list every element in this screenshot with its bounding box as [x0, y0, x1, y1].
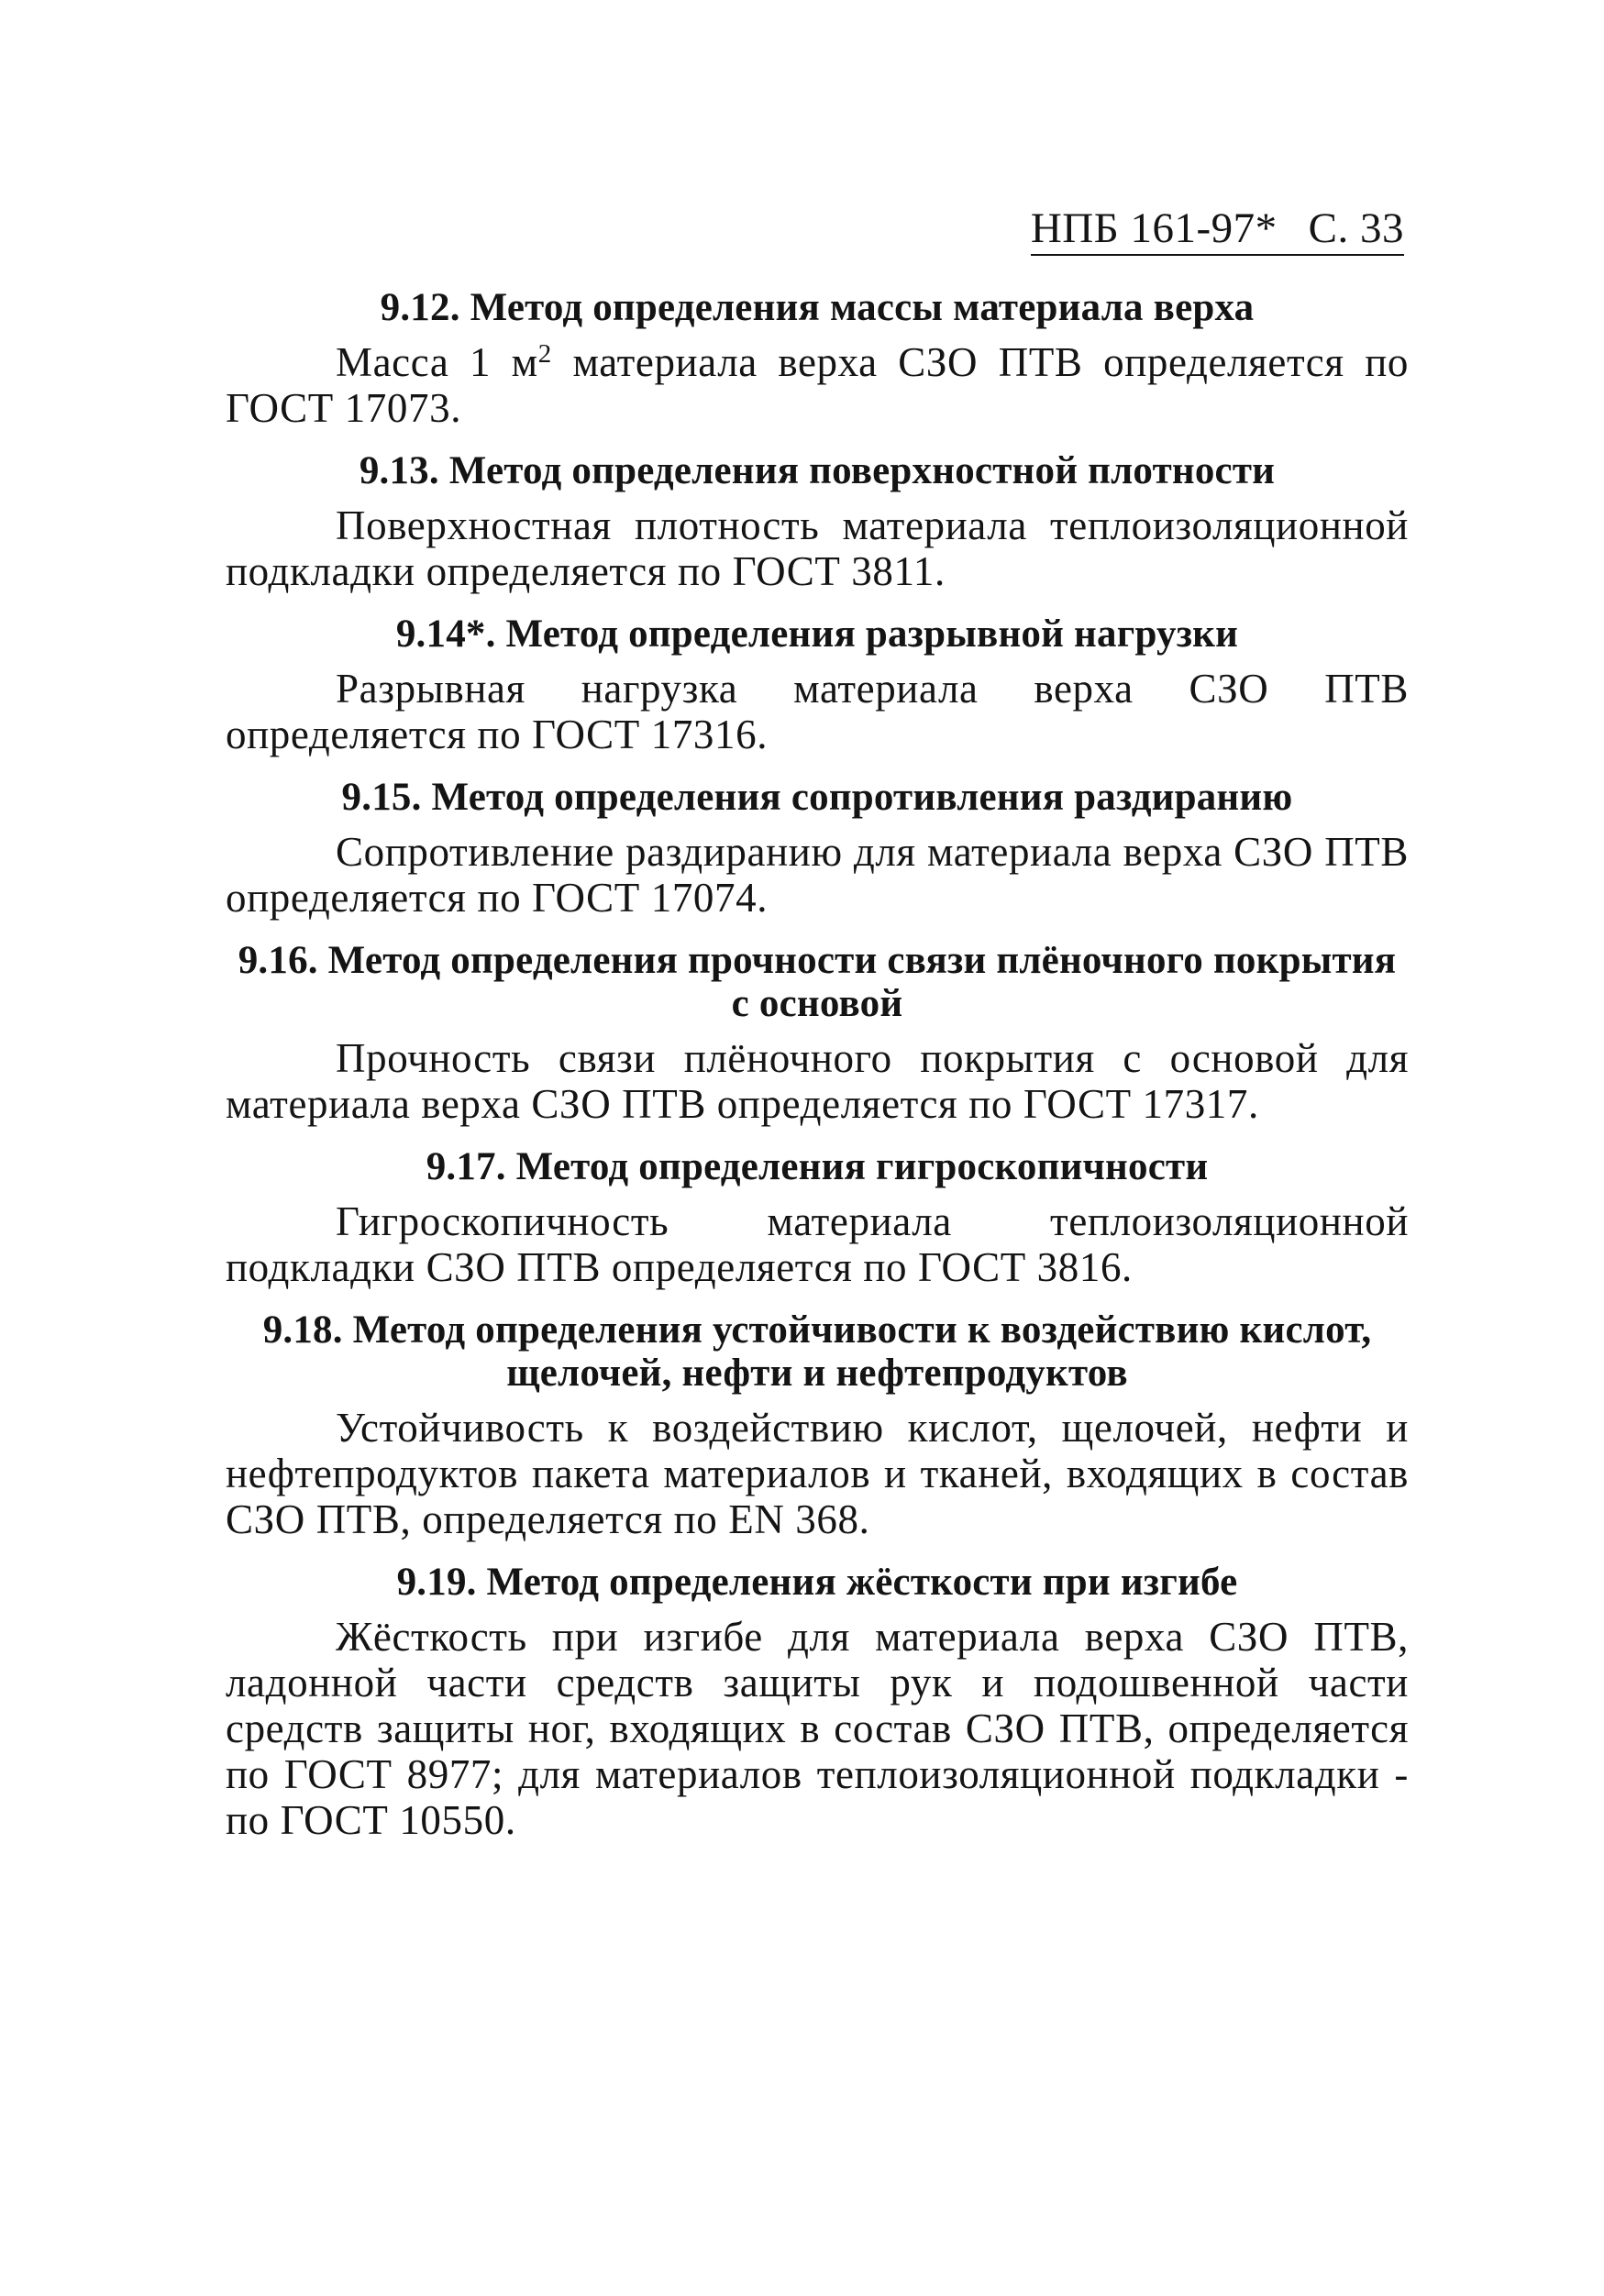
- section-heading-line: 9.18. Метод определения устойчивости к воздействию кислот,: [262, 1308, 1372, 1352]
- section-body: Поверхностная плотность материала теплоизоляционной подкладки определяется по ГОСТ 3811.: [226, 502, 1409, 594]
- section-heading: 9.15. Метод определения сопротивления раздиранию: [341, 776, 1293, 819]
- page-header: [1030, 204, 1404, 256]
- superscript: 2: [537, 339, 552, 369]
- section-9-19: [226, 1561, 1409, 1843]
- section-9-13: [226, 449, 1409, 594]
- section-heading: 9.13. Метод определения поверхностной плотности: [359, 449, 1276, 492]
- section-heading: 9.12. Метод определения массы материала верха: [380, 286, 1255, 329]
- page-content: [226, 286, 1409, 1861]
- section-heading: 9.17. Метод определения гигроскопичности: [426, 1145, 1209, 1188]
- section-body: Жёсткость при изгибе для материала верха СЗО ПТВ, ладонной части средств защиты рук и подошвенной части средств защиты ног, входящих в состав СЗО ПТВ, определяется по ГОСТ 8977; для материалов теплоизоляционной подкладки - по ГОСТ 10550.: [226, 1614, 1409, 1843]
- section-heading: [226, 939, 1409, 1025]
- section-heading-line: с основой: [731, 982, 903, 1025]
- section-9-14: [226, 613, 1409, 757]
- section-9-18: [226, 1308, 1409, 1542]
- section-body: [226, 339, 1409, 431]
- section-9-12: [226, 286, 1409, 431]
- section-heading-line: щелочей, нефти и нефтепродуктов: [506, 1352, 1128, 1395]
- section-9-15: [226, 776, 1409, 921]
- section-body: Устойчивость к воздействию кислот, щелочей, нефти и нефтепродуктов пакета материалов и тканей, входящих в состав СЗО ПТВ, определяется по EN 368.: [226, 1405, 1409, 1542]
- section-heading: 9.19. Метод определения жёсткости при изгибе: [396, 1561, 1238, 1604]
- section-heading-line: 9.16. Метод определения прочности связи плёночного покрытия: [238, 939, 1397, 982]
- section-body-text: Масса 1 м: [336, 339, 538, 385]
- section-heading: [226, 1308, 1409, 1395]
- page-number: С. 33: [1308, 204, 1404, 252]
- section-body: Прочность связи плёночного покрытия с основой для материала верха СЗО ПТВ определяется по ГОСТ 17317.: [226, 1035, 1409, 1127]
- section-body: Сопротивление раздиранию для материала верха СЗО ПТВ определяется по ГОСТ 17074.: [226, 829, 1409, 921]
- section-body-text: материала верха СЗО ПТВ определяется по ГОСТ 17073.: [226, 339, 1409, 431]
- document-code: НПБ 161-97*: [1030, 204, 1278, 252]
- section-heading: 9.14*. Метод определения разрывной нагрузки: [395, 613, 1239, 656]
- section-9-17: [226, 1145, 1409, 1290]
- section-9-16: [226, 939, 1409, 1127]
- section-body: Гигроскопичность материала теплоизоляционной подкладки СЗО ПТВ определяется по ГОСТ 3816.: [226, 1198, 1409, 1290]
- section-body: Разрывная нагрузка материала верха СЗО ПТВ определяется по ГОСТ 17316.: [226, 666, 1409, 757]
